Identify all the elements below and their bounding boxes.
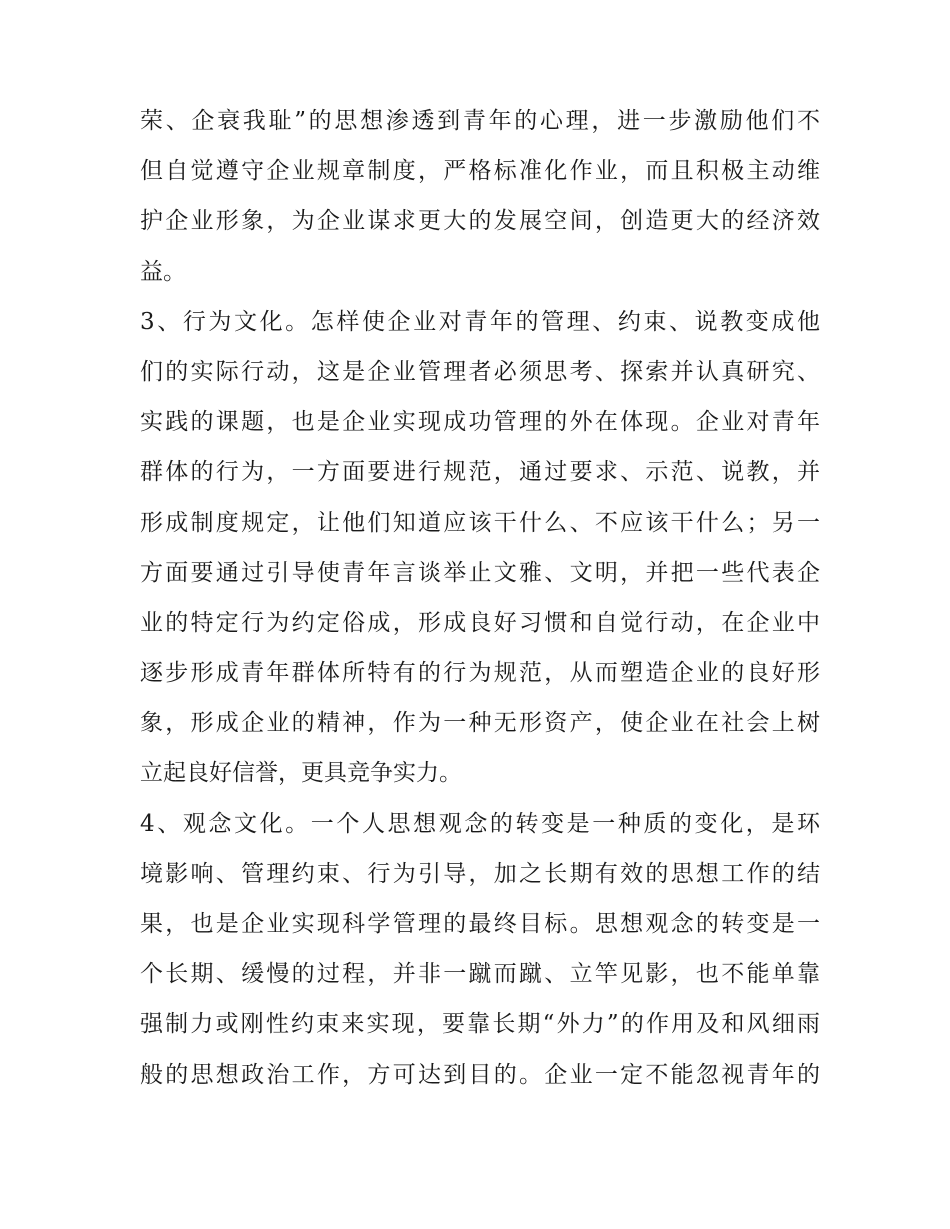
- text-line: 业的特定行为约定俗成，形成良好习惯和自觉行动，在企业中: [140, 609, 820, 636]
- text-line: 个长期、缓慢的过程，并非一蹴而蹴、立竿见影，也不能单靠: [140, 961, 820, 988]
- section-heading-line: 3、行为文化。怎样使企业对青年的管理、约束、说教变成他: [140, 308, 820, 335]
- text-line: 象，形成企业的精神，作为一种无形资产，使企业在社会上树: [140, 710, 820, 737]
- text-line: 境影响、管理约束、行为引导，加之长期有效的思想工作的结: [140, 860, 820, 887]
- text-line: 群体的行为，一方面要进行规范，通过要求、示范、说教，并: [140, 459, 820, 486]
- text-line: 实践的课题，也是企业实现成功管理的外在体现。企业对青年: [140, 409, 820, 436]
- text-line: 果，也是企业实现科学管理的最终目标。思想观念的转变是一: [140, 911, 820, 937]
- text-line: 立起良好信誉，更具竞争实力。: [140, 760, 462, 787]
- text-line: 逐步形成青年群体所特有的行为规范，从而塑造企业的良好形: [140, 660, 820, 687]
- text-line: 般的思想政治工作，方可达到目的。企业一定不能忽视青年的: [140, 1061, 820, 1088]
- section-heading-line: 4、观念文化。一个人思想观念的转变是一种质的变化，是环: [140, 810, 820, 837]
- text-line: 们的实际行动，这是企业管理者必须思考、探索并认真研究、: [140, 358, 820, 385]
- text-line: 但自觉遵守企业规章制度，严格标准化作业，而且积极主动维: [140, 158, 820, 185]
- text-line: 护企业形象，为企业谋求更大的发展空间，创造更大的经济效: [140, 208, 820, 235]
- text-line: 形成制度规定，让他们知道应该干什么、不应该干什么；另一: [140, 509, 820, 536]
- text-line: 益。: [140, 258, 186, 285]
- text-line: 强制力或刚性约束来实现，要靠长期“外力”的作用及和风细雨: [140, 1011, 820, 1038]
- body-text: [140, 110, 820, 1114]
- text-line: 方面要通过引导使青年言谈举止文雅、文明，并把一些代表企: [140, 559, 820, 586]
- text-line: 荣、企衰我耻”的思想渗透到青年的心理，进一步激励他们不: [140, 108, 820, 134]
